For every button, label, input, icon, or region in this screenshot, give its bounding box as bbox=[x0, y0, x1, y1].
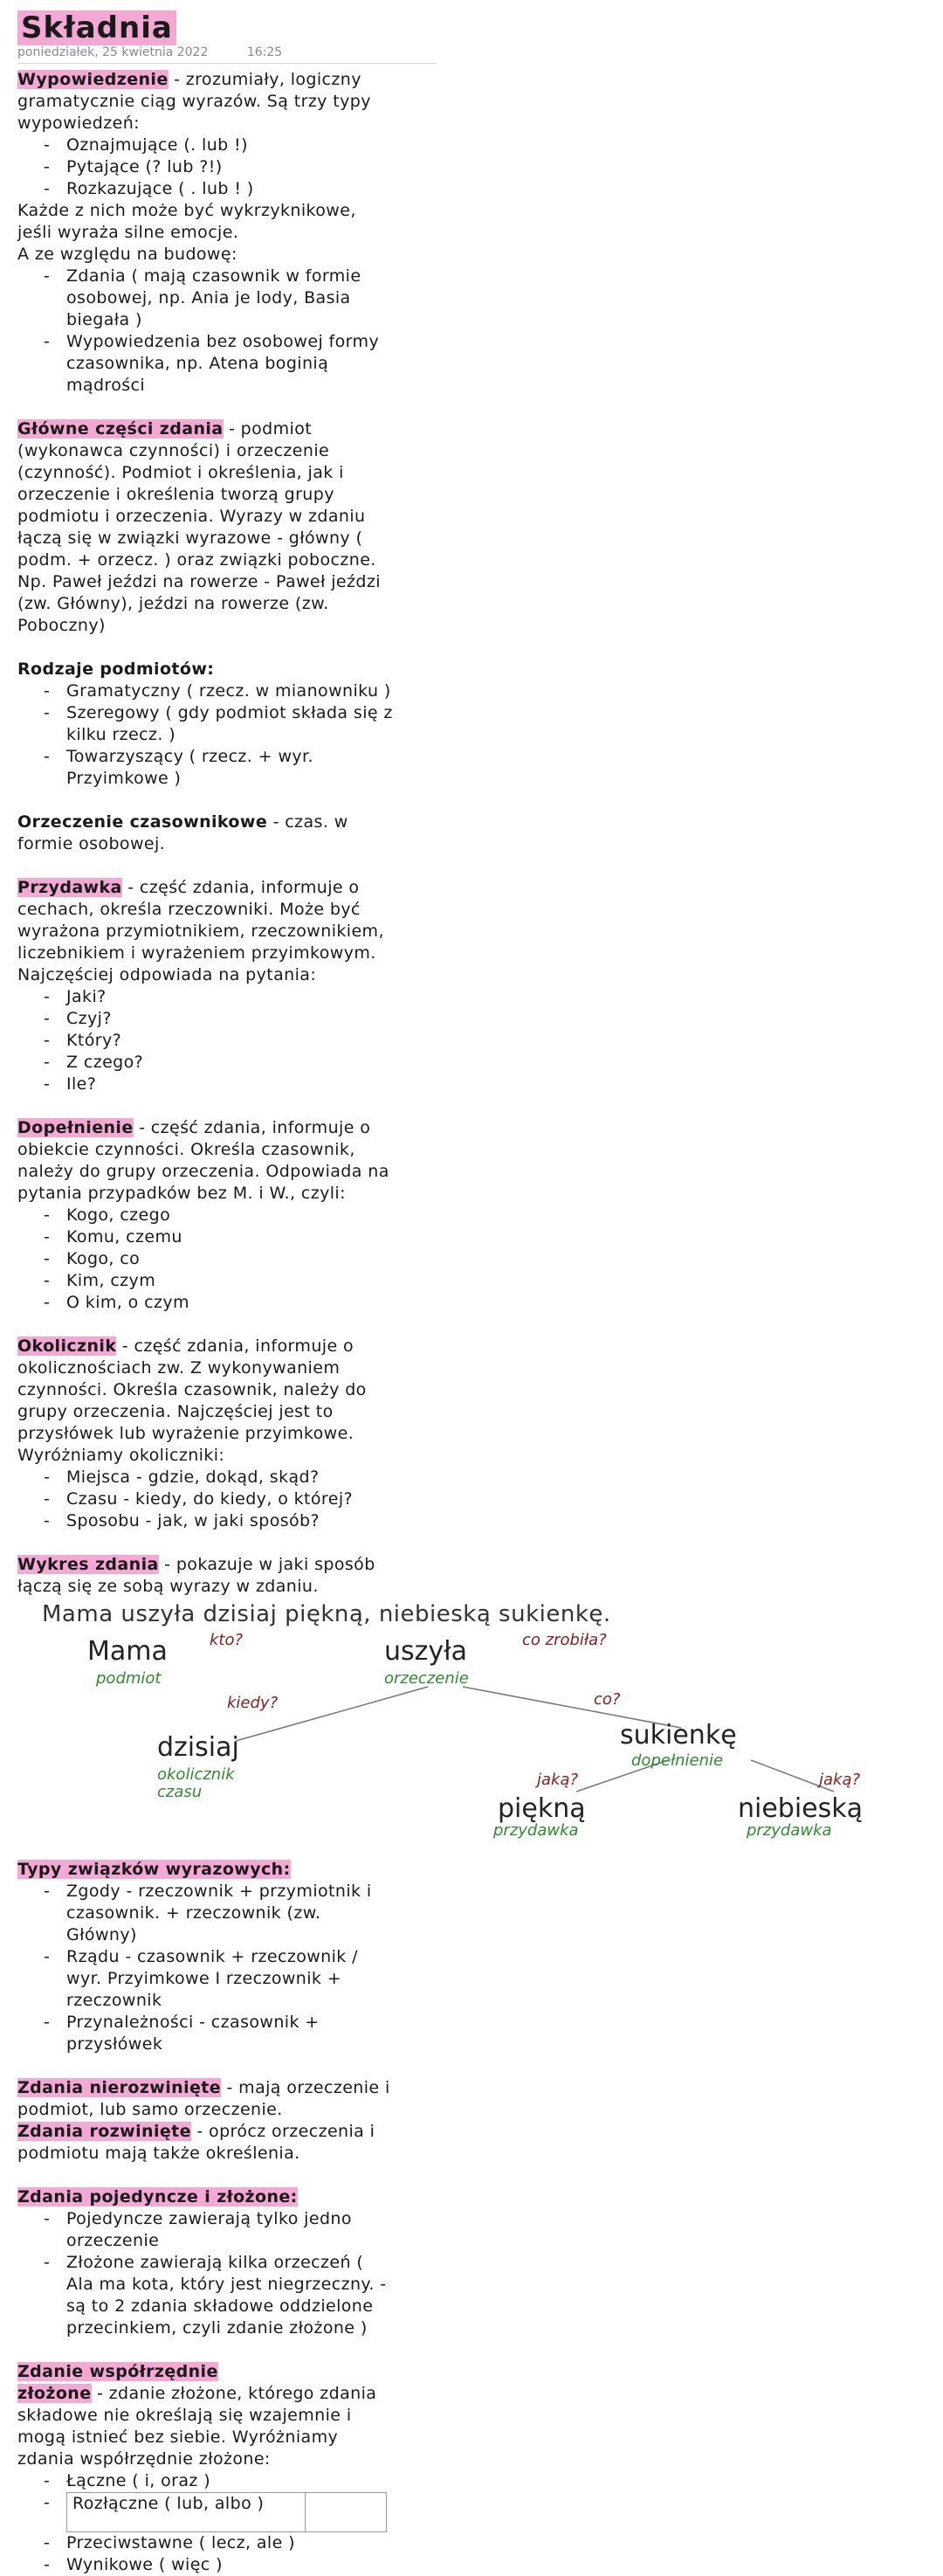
list-item: - Kogo, co bbox=[17, 1248, 393, 1270]
question-co: co? bbox=[594, 1690, 621, 1709]
list-item: - Przeciwstawne ( lecz, ale ) bbox=[17, 2532, 393, 2554]
note-date: poniedziałek, 25 kwietnia 2022 bbox=[17, 45, 209, 59]
section-text: - oprócz orzeczenia i podmiotu mają także określenia. bbox=[17, 2122, 375, 2163]
section-typy-zwiazkow bbox=[17, 1859, 393, 2055]
table-cell: - Rozłączne ( lub, albo ) bbox=[67, 2493, 306, 2531]
table-cell bbox=[306, 2493, 386, 2531]
section-text: - podmiot (wykonawca czynności) i orzeczenie (czynność). Podmiot i określenia, jak i orzeczenie i określenia tworzą grupy podmiotu i orzeczenia. Wyrazy w zdaniu łączą się w związki wyrazowe - główny ( podm. + orzecz. ) oraz związki poboczne. Np. Paweł jeździ na rowerze - Paweł jeździ (zw. Główny), jeździ na rowerze (zw. Poboczny) bbox=[17, 419, 381, 635]
section-text: - mają orzeczenie i podmiot, lub samo orzeczenie. bbox=[17, 2078, 390, 2119]
section-dopelnienie bbox=[17, 1117, 393, 1314]
section-heading: Wykres zdania bbox=[17, 1555, 159, 1574]
list-item: - Pytające (? lub ?!) bbox=[17, 156, 393, 178]
list-item: - Jaki? bbox=[17, 986, 393, 1008]
question-kto: kto? bbox=[210, 1631, 244, 1649]
note-dateline bbox=[17, 45, 437, 64]
list-item: - Miejsca - gdzie, dokąd, skąd? bbox=[17, 1467, 393, 1488]
section-heading: Typy związków wyrazowych: bbox=[17, 1860, 291, 1879]
section-heading: Okolicznik bbox=[17, 1336, 117, 1356]
list bbox=[17, 986, 393, 1095]
question-kiedy: kiedy? bbox=[227, 1694, 279, 1712]
question-co-zrobila: co zrobiła? bbox=[522, 1631, 607, 1649]
section-zdania-rozwiniete bbox=[17, 2077, 393, 2165]
role-podmiot: podmiot bbox=[96, 1669, 162, 1688]
list-item: - Kogo, czego bbox=[17, 1205, 393, 1226]
section-text: - część zdania, informuje o obiekcie czynności. Określa czasownik, należy do grupy orzeczenia. Odpowiada na pytania przypadków bez M. i W., czyli: bbox=[17, 1118, 389, 1203]
section-heading: Główne części zdania bbox=[17, 419, 224, 439]
section-przydawka bbox=[17, 877, 393, 1095]
list bbox=[17, 2208, 393, 2339]
list-item: - Czasu - kiedy, do kiedy, o której? bbox=[17, 1488, 393, 1510]
table-cell-group bbox=[66, 2492, 387, 2532]
list-item: - Ile? bbox=[17, 1074, 393, 1095]
list-item: - Łączne ( i, oraz ) bbox=[17, 2470, 393, 2492]
section-heading: złożone bbox=[17, 2384, 92, 2403]
section-wspolrzednie-zlozone bbox=[17, 2361, 393, 2576]
list-item: - Rozkazujące ( . lub ! ) bbox=[17, 178, 393, 200]
section-okolicznik bbox=[17, 1336, 393, 1532]
list-item: - Wynikowe ( więc ) bbox=[17, 2554, 393, 2576]
word-piekna: piękną bbox=[498, 1793, 586, 1824]
role-orzeczenie: orzeczenie bbox=[384, 1669, 469, 1688]
list bbox=[17, 135, 393, 200]
list-item: - Komu, czemu bbox=[17, 1226, 393, 1248]
word-dzisiaj: dzisiaj bbox=[157, 1732, 239, 1763]
list-item: - Pojedyncze zawierają tylko jedno orzeczenie bbox=[17, 2208, 393, 2252]
list-item: - Towarzyszący ( rzecz. + wyr. Przyimkowe ) bbox=[17, 746, 393, 790]
section-wykres-zdania bbox=[17, 1554, 393, 1598]
list-item: - Złożone zawierają kilka orzeczeń ( Ala ma kota, który jest niegrzeczny. - są to 2 zdania składowe oddzielone przecinkiem, czyli zdanie złożone ) bbox=[17, 2252, 393, 2339]
section-heading: Rodzaje podmiotów: bbox=[17, 660, 215, 679]
list-item: - Szeregowy ( gdy podmiot składa się z kilku rzecz. ) bbox=[17, 702, 393, 746]
section-heading: Orzeczenie czasownikowe bbox=[17, 812, 268, 832]
list-item: - Czyj? bbox=[17, 1008, 393, 1030]
word-mama: Mama bbox=[87, 1636, 168, 1667]
section-text: Każde z nich może być wykrzyknikowe, jeśli wyraża silne emocje. bbox=[17, 201, 356, 242]
section-heading: Zdania pojedyncze i złożone: bbox=[17, 2187, 298, 2207]
list-item: - Kim, czym bbox=[17, 1270, 393, 1292]
section-text: - część zdania, informuje o cechach, określa rzeczowniki. Może być wyrażona przymiotnikiem, rzeczownikiem, liczebnikiem i wyrażeniem przyimkowym. Najczęściej odpowiada na pytania: bbox=[17, 878, 384, 984]
question-jaka: jaką? bbox=[819, 1771, 861, 1789]
list bbox=[17, 2470, 393, 2576]
word-uszyla: uszyła bbox=[384, 1636, 468, 1667]
note-time: 16:25 bbox=[246, 45, 283, 59]
section-rodzaje-podmiotow bbox=[17, 659, 393, 790]
section-text: - czas. w formie osobowej. bbox=[17, 812, 348, 853]
list-item: - Wypowiedzenia bez osobowej formy czasownika, np. Atena boginią mądrości bbox=[17, 331, 393, 397]
section-heading: Zdania rozwinięte bbox=[17, 2122, 191, 2141]
sentence-diagram bbox=[17, 1601, 926, 1840]
list bbox=[17, 680, 393, 790]
list-item: - Rządu - czasownik + rzeczownik / wyr. Przyimkowe I rzeczownik + rzeczownik bbox=[17, 1946, 393, 2012]
question-jaka: jaką? bbox=[537, 1771, 579, 1789]
section-text: A ze względu na budowę: bbox=[17, 245, 237, 264]
page-title: Składnia bbox=[17, 10, 176, 45]
section-wypowiedzenie bbox=[17, 69, 393, 397]
section-text: - zrozumiały, logiczny gramatycznie ciąg wyrazów. Są trzy typy wypowiedzeń: bbox=[17, 70, 371, 133]
list bbox=[17, 1881, 393, 2055]
list bbox=[17, 1467, 393, 1532]
section-pojedyncze-zlozone bbox=[17, 2186, 393, 2339]
list-item: - Zdania ( mają czasownik w formie osobowej, np. Ania je lody, Basia biegała ) bbox=[17, 266, 393, 331]
list-item: - Oznajmujące (. lub !) bbox=[17, 135, 393, 156]
list-item: - O kim, o czym bbox=[17, 1292, 393, 1314]
list-item: - Zgody - rzeczownik + przymiotnik i czasownik. + rzeczownik (zw. Główny) bbox=[17, 1881, 393, 1946]
section-text: - zdanie złożone, którego zdania składowe nie określają się wzajemnie i mogą istnieć bez siebie. Wyróżniamy zdania współrzędnie złożone: bbox=[17, 2384, 377, 2469]
list bbox=[17, 266, 393, 397]
section-heading: Zdania nierozwinięte bbox=[17, 2078, 222, 2097]
word-sukienke: sukienkę bbox=[620, 1720, 737, 1751]
role-przydawka: przydawka bbox=[747, 1821, 832, 1840]
section-heading: Zdanie współrzędnie bbox=[17, 2362, 218, 2381]
role-dopelnienie: dopełnienie bbox=[631, 1751, 724, 1770]
section-glowne-czesci bbox=[17, 418, 393, 637]
role-przydawka: przydawka bbox=[493, 1821, 579, 1840]
word-niebieska: niebieską bbox=[738, 1793, 864, 1824]
section-orzeczenie bbox=[17, 811, 393, 855]
section-heading: Wypowiedzenie bbox=[17, 70, 169, 89]
list-item: - Gramatyczny ( rzecz. w mianowniku ) bbox=[17, 680, 393, 702]
section-text: - pokazuje w jaki sposób łączą się ze sobą wyrazy w zdaniu. bbox=[17, 1555, 375, 1596]
list-item: - Z czego? bbox=[17, 1052, 393, 1074]
role-okolicznik: okolicznik bbox=[157, 1765, 235, 1784]
list-item bbox=[17, 2492, 393, 2532]
section-heading: Przydawka bbox=[17, 878, 122, 897]
diagram-sentence: Mama uszyła dzisiaj piękną, niebieską sukienkę. bbox=[42, 1601, 611, 1627]
note-page bbox=[17, 0, 926, 2576]
list bbox=[17, 1205, 393, 1314]
list-item: - Sposobu - jak, w jaki sposób? bbox=[17, 1510, 393, 1532]
section-text: - część zdania, informuje o okolicznościach zw. Z wykonywaniem czynności. Określa czasownik, należy do grupy orzeczenia. Najczęściej jest to przysłówek lub wyrażenie przyimkowe. Wyróżniamy okoliczniki: bbox=[17, 1336, 367, 1465]
section-heading: Dopełnienie bbox=[17, 1118, 134, 1137]
role-czasu: czasu bbox=[157, 1783, 203, 1801]
list-item: - Przynależności - czasownik + przysłówek bbox=[17, 2012, 393, 2055]
list-item: - Który? bbox=[17, 1030, 393, 1052]
